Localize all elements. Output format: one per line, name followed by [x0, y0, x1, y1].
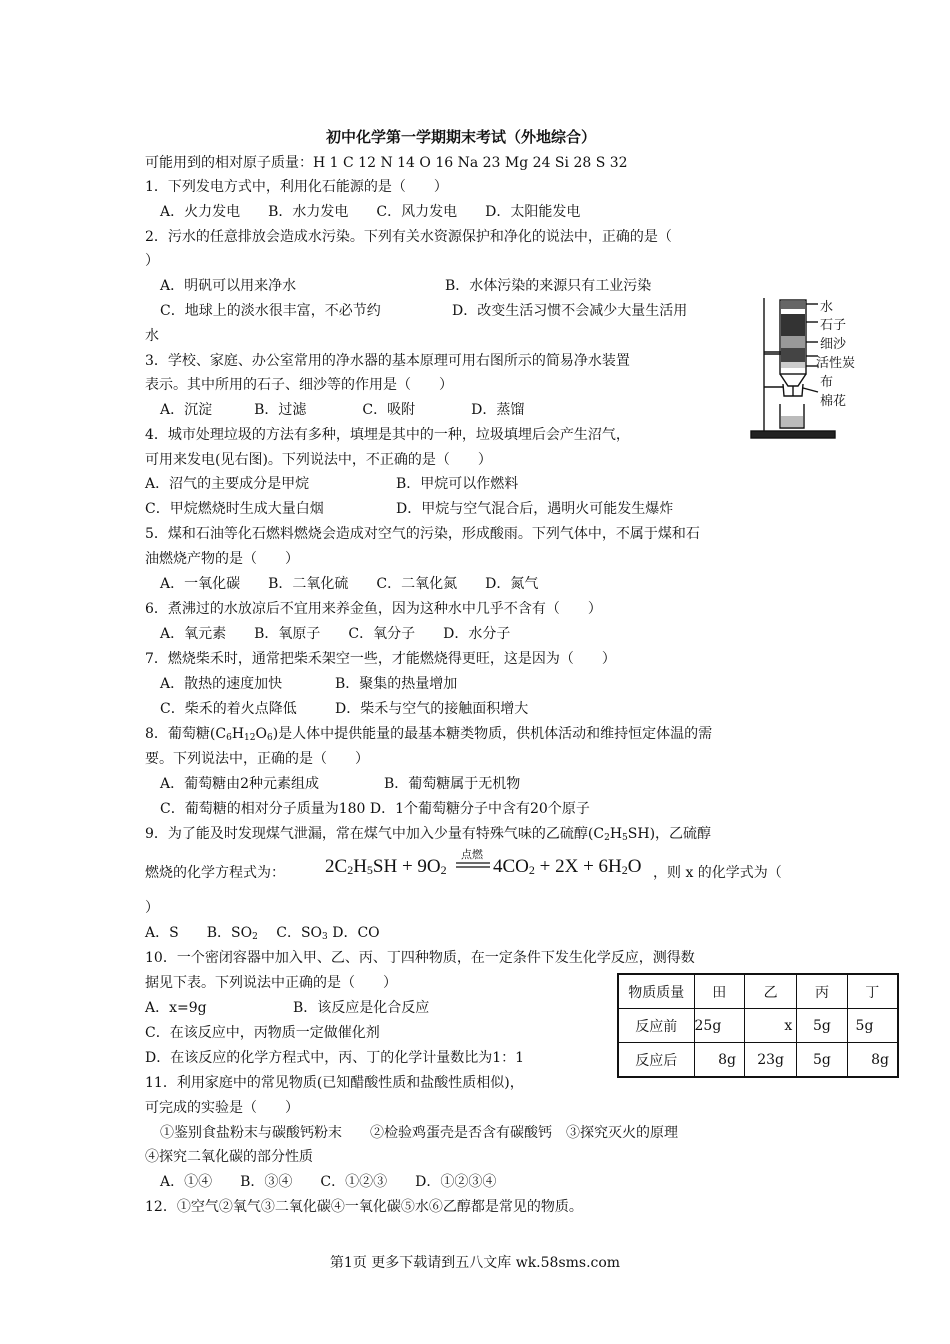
- table-cell: 反应后: [618, 1043, 694, 1078]
- q9-equation-products: $4CO_2 + 2X + 6H_2O$: [493, 856, 642, 877]
- table-cell: 5g: [797, 1009, 847, 1043]
- q1-stem: 1．下列发电方式中，利用化石能源的是（ ）: [145, 179, 448, 195]
- q2-stem: 2．污水的任意排放会造成水污染。下列有关水资源保护和净化的说法中，正确的是（: [145, 229, 672, 245]
- figure-label-cotton: 棉花: [820, 394, 847, 409]
- q4-option-c: C．甲烷燃烧时生成大量白烟: [145, 501, 324, 517]
- q2-option-c: C．地球上的淡水很丰富，不必节约: [160, 303, 381, 319]
- table-cell: 8g: [847, 1043, 898, 1078]
- q10-option-b: B．该反应是化合反应: [293, 1000, 430, 1016]
- q2-option-d-cont: 水: [145, 328, 159, 344]
- q8-option-b: B．葡萄糖属于无机物: [384, 776, 521, 792]
- q4-option-b: B．甲烷可以作燃料: [396, 476, 519, 492]
- q9-stem: 9．为了能及时发现煤气泄漏，常在煤气中加入少量有特殊气味的乙硫醇$(C_2H_5SH)$，乙硫醇: [145, 826, 712, 843]
- table-row: [618, 1009, 898, 1043]
- q8-option-a: A．葡萄糖由2种元素组成: [160, 776, 320, 792]
- table-cell: 23g: [744, 1043, 796, 1078]
- table-cell: 8g: [694, 1043, 744, 1078]
- q11-stem: 11．利用家庭中的常见物质(已知醋酸性质和盐酸性质相似)，: [145, 1075, 524, 1091]
- q5-stem: 5．煤和石油等化石燃料燃烧会造成对空气的污染，形成酸雨。下列气体中，不属于煤和石: [145, 526, 700, 542]
- table-cell: x: [744, 1009, 796, 1043]
- q7-stem: 7．燃烧柴禾时，通常把柴禾架空一些，才能燃烧得更旺，这是因为（ ）: [145, 651, 616, 667]
- q3-options: A．沉淀 B．过滤 C．吸附 D．蒸馏: [160, 402, 525, 418]
- q7-option-d: D．柴禾与空气的接触面积增大: [335, 701, 529, 717]
- q3-stem-cont: 表示。其中所用的石子、细沙等的作用是（ ）: [145, 377, 453, 393]
- q2-option-b: B．水体污染的来源只有工业污染: [445, 278, 652, 294]
- q9-reaction-condition: 点燃: [461, 848, 483, 861]
- q8-stem-cont: 要。下列说法中，正确的是（ ）: [145, 751, 369, 767]
- q9-stem-end: ）: [145, 900, 159, 916]
- q11-items-cont: ④探究二氧化碳的部分性质: [145, 1149, 313, 1165]
- table-cell: 5g: [847, 1009, 898, 1043]
- atomic-masses-line: 可能用到的相对原子质量：H 1 C 12 N 14 O 16 Na 23 Mg 24 Si 28 S 32: [145, 155, 628, 171]
- q10-option-a: A．x=9g: [145, 1000, 207, 1016]
- table-cell: 25g: [694, 1009, 744, 1043]
- figure-label-stones: 石子: [820, 318, 847, 333]
- q4-option-a: A．沼气的主要成分是甲烷: [145, 476, 310, 492]
- q10-option-c: C．在该反应中，丙物质一定做催化剂: [145, 1025, 380, 1041]
- q5-stem-cont: 油燃烧产物的是（ ）: [145, 551, 299, 567]
- q9-equation: $2C_2H_5SH + 9O_2$: [325, 856, 447, 877]
- q9-equals-sign: [455, 861, 491, 869]
- q7-option-c: C．柴禾的着火点降低: [160, 701, 297, 717]
- q10-stem-cont: 据见下表。下列说法中正确的是（ ）: [145, 975, 397, 991]
- q9-options: A．S B．$SO_2$ C．$SO_3$ D．CO: [145, 925, 380, 942]
- q7-option-a: A．散热的速度加快: [160, 676, 283, 692]
- q6-stem: 6．煮沸过的水放凉后不宜用来养金鱼，因为这种水中几乎不含有（ ）: [145, 601, 602, 617]
- q8-option-cd: C．葡萄糖的相对分子质量为180 D．1个葡萄糖分子中含有20个原子: [160, 801, 590, 817]
- table-cell: 反应前: [618, 1009, 694, 1043]
- q9-stem-cont: 燃烧的化学方程式为：: [145, 865, 285, 881]
- q3-stem: 3．学校、家庭、办公室常用的净水器的基本原理可用右图所示的简易净水装置: [145, 353, 630, 369]
- q10-option-d: D．在该反应的化学方程式中，丙、丁的化学计量数比为1：1: [145, 1050, 525, 1066]
- q7-option-b: B．聚集的热量增加: [335, 676, 458, 692]
- reaction-data-table: [617, 973, 899, 1078]
- q9-question-tail: ，则 x 的化学式为（: [653, 865, 782, 881]
- q11-items: ①鉴别食盐粉末与碳酸钙粉末 ②检验鸡蛋壳是否含有碳酸钙 ③探究灭火的原理: [160, 1125, 678, 1141]
- figure-label-water: 水: [820, 300, 834, 315]
- table-header-cell: 物质质量: [618, 974, 694, 1009]
- table-row: [618, 1043, 898, 1078]
- page-footer: 第1页 更多下载请到五八文库 wk.58sms.com: [329, 1255, 621, 1271]
- q12-stem: 12．①空气②氧气③二氧化碳④一氧化碳⑤水⑥乙醇都是常见的物质。: [145, 1199, 583, 1215]
- q1-options: A．火力发电 B．水力发电 C．风力发电 D．太阳能发电: [160, 204, 581, 220]
- figure-label-sand: 细沙: [820, 337, 847, 352]
- table-header-cell: 丙: [797, 974, 847, 1009]
- q10-stem: 10．一个密闭容器中加入甲、乙、丙、丁四种物质，在一定条件下发生化学反应，测得数: [145, 950, 695, 966]
- q11-options: A．①④ B．③④ C．①②③ D．①②③④: [160, 1174, 497, 1190]
- q5-options: A．一氧化碳 B．二氧化硫 C．二氧化氮 D．氮气: [160, 576, 539, 592]
- q4-option-d: D．甲烷与空气混合后，遇明火可能发生爆炸: [396, 501, 674, 517]
- figure-label-cloth: 布: [820, 375, 834, 390]
- q4-stem: 4．城市处理垃圾的方法有多种，填埋是其中的一种，垃圾填埋后会产生沼气，: [145, 427, 630, 443]
- table-header-cell: 乙: [744, 974, 796, 1009]
- table-header-row: [618, 974, 898, 1009]
- figure-label-carbon: 活性炭: [816, 356, 856, 371]
- q2-stem-cont: ）: [145, 253, 159, 269]
- table-header-cell: 田: [694, 974, 744, 1009]
- q11-stem-cont: 可完成的实验是（ ）: [145, 1100, 299, 1116]
- q8-stem: 8．葡萄糖$(C_6H_{12}O_6)$是人体中提供能量的最基本糖类物质，供机体活动和维持恒定体温的需: [145, 726, 713, 743]
- table-cell: 5g: [797, 1043, 847, 1078]
- q6-options: A．氧元素 B．氧原子 C．氧分子 D．水分子: [160, 626, 511, 642]
- table-header-cell: 丁: [847, 974, 898, 1009]
- page-title: 初中化学第一学期期末考试（外地综合）: [326, 128, 597, 146]
- q2-option-a: A．明矾可以用来净水: [160, 278, 297, 294]
- q2-option-d: D．改变生活习惯不会减少大量生活用: [452, 303, 688, 319]
- q4-stem-cont: 可用来发电(见右图)。下列说法中，不正确的是（ ）: [145, 452, 492, 468]
